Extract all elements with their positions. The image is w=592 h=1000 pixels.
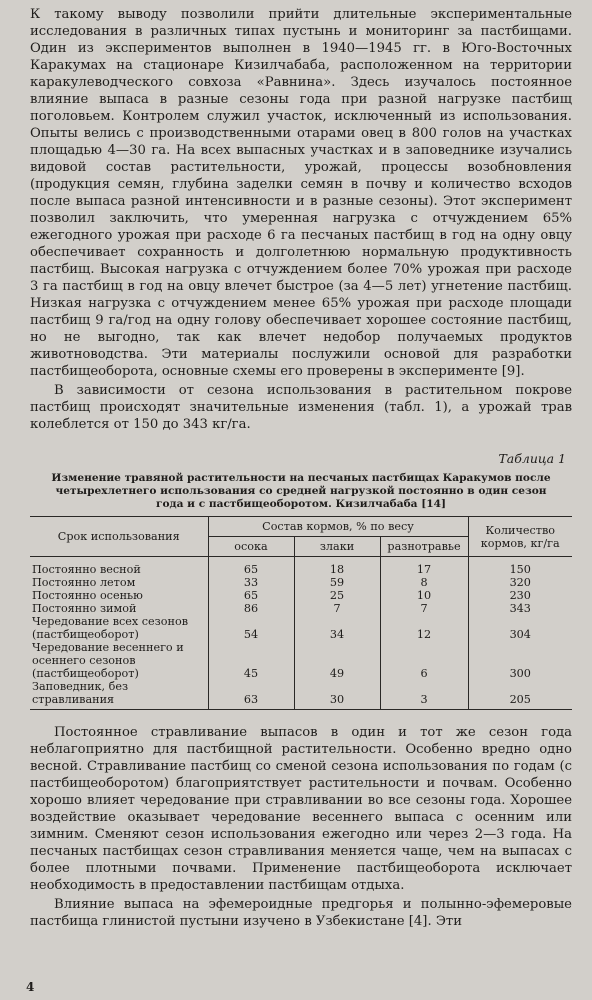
table-header: [30, 517, 572, 557]
cell-period: Чередование весеннего и осеннего сезонов (пастбищеоборот): [32, 641, 184, 680]
body-paragraph: Влияние выпаса на эфемероидные предгорья и полынно-эфемеровые пастбища глинистой пустыни изучено в Узбекистане [4]. Эти: [30, 897, 572, 929]
cell-yield: 320: [468, 576, 572, 589]
cell-grasses: 30: [294, 680, 380, 710]
cell-sedge: 65: [208, 557, 294, 577]
cell-sedge: 65: [208, 589, 294, 602]
cell-forbs: 6: [380, 641, 468, 680]
body-paragraph: К такому выводу позволили прийти длительные экспериментальные исследования в различных типах пустынь и мониторинг за пастбищами. Один из экспериментов выполнен в 1940—1945 гг. в Юго-Восточных Каракумах на стационаре Кизилчабаба, расположенном на территории каракулеводческого совхоза «Равнина». Здесь изучалось постоянное влияние выпаса в разные сезоны года при разной нагрузке пастбищ поголовьем. Контролем служил участок, исключенный из использования. Опыты велись с производственными отарами овец в 800 голов на участках площадью 4—30 га. На всех выпасных участках и в заповеднике изучались видовой состав растительности, урожай, процессы возобновления (продукция семян, глубина заделки семян в почву и количество всходов после выпаса разной интенсивности и в разные сезоны). Этот эксперимент позволил заключить, что умеренная нагрузка с отчуждением 65% ежегодного урожая при расходе 6 га песчаных пастбищ в год на одну овцу обеспечивает сохранность и долголетнюю нормальную продуктивность пастбищ. Высокая нагрузка с отчуждением более 70% урожая при расходе 3 га пастбищ в год на овцу влечет быстрое (за 4—5 лет) угнетение пастбищ. Низкая нагрузка с отчуждением менее 65% урожая при расходе площади пастбищ 9 га/год на одну голову обеспечивает хорошее состояние пастбищ, но не выгодно, так как влечет недобор получаемых продуктов животноводства. Эти материалы послужили основой для разработки пастбищеоборота, основные схемы его проверены в эксперименте [9].: [30, 7, 572, 379]
header-sedge: осока: [208, 537, 294, 557]
cell-period: Чередование всех сезонов (пастбищеоборот): [32, 615, 188, 641]
cell-period: Постоянно зимой: [32, 602, 137, 615]
cell-yield: 205: [468, 680, 572, 710]
page-number: 4: [26, 980, 35, 994]
cell-period: Постоянно осенью: [32, 589, 143, 602]
header-yield: Количество кормов, кг/га: [468, 517, 572, 557]
cell-yield: 304: [468, 615, 572, 641]
cell-forbs: 3: [380, 680, 468, 710]
cell-period: Постоянно летом: [32, 576, 136, 589]
table-caption: Изменение травяной растительности на песчаных пастбищах Каракумов после четырехлетнего использования со средней нагрузкой постоянно в один сезон года и с пастбищеоборотом. Кизилчабаба [14]: [51, 472, 551, 510]
cell-sedge: 54: [208, 615, 294, 641]
table-row: [30, 576, 572, 589]
header-grasses: злаки: [294, 537, 380, 557]
cell-grasses: 7: [294, 602, 380, 615]
cell-yield: 150: [468, 557, 572, 577]
cell-forbs: 10: [380, 589, 468, 602]
cell-sedge: 45: [208, 641, 294, 680]
table-label: Таблица 1: [498, 451, 566, 466]
data-table: [30, 516, 572, 710]
cell-yield: 230: [468, 589, 572, 602]
table-row: [30, 589, 572, 602]
table-row: [30, 680, 572, 710]
table-row: [30, 557, 572, 577]
cell-period: Постоянно весной: [32, 563, 141, 576]
header-period: Срок использования: [30, 517, 208, 557]
header-forbs: разнотравье: [380, 537, 468, 557]
cell-sedge: 63: [208, 680, 294, 710]
cell-forbs: 8: [380, 576, 468, 589]
body-paragraph: Постоянное стравливание выпасов в один и тот же сезон года неблагоприятно для пастбищной растительности. Особенно вредно одно весной. Стравливание пастбищ со сменой сезона использования по годам (с пастбищеоборотом) благоприятствует растительности и почвам. Особенно хорошо влияет чередование при стравливании во все сезоны года. Хорошее воздействие оказывает чередование весеннего выпаса с осенним или зимним. Сменяют сезон использования ежегодно или через 2—3 года. На песчаных пастбищах сезон стравливания меняется чаще, чем на выпасах с более плотными почвами. Применение пастбищеоборота исключает необходимость в предоставлении пастбищам отдыха.: [30, 725, 572, 893]
cell-grasses: 59: [294, 576, 380, 589]
cell-yield: 343: [468, 602, 572, 615]
cell-period: Заповедник, без стравливания: [30, 680, 208, 710]
header-composition: Состав кормов, % по весу: [208, 517, 468, 537]
cell-forbs: 7: [380, 602, 468, 615]
table-row: [30, 602, 572, 615]
table-row: [30, 615, 572, 641]
table-row: [30, 641, 572, 680]
cell-grasses: 25: [294, 589, 380, 602]
cell-sedge: 33: [208, 576, 294, 589]
cell-sedge: 86: [208, 602, 294, 615]
cell-grasses: 49: [294, 641, 380, 680]
cell-forbs: 17: [380, 557, 468, 577]
cell-grasses: 18: [294, 557, 380, 577]
body-paragraph: В зависимости от сезона использования в растительном покрове пастбищ происходят значительные изменения (табл. 1), а урожай трав колеблется от 150 до 343 кг/га.: [30, 383, 572, 432]
cell-forbs: 12: [380, 615, 468, 641]
table-body: [30, 557, 572, 710]
cell-grasses: 34: [294, 615, 380, 641]
cell-yield: 300: [468, 641, 572, 680]
